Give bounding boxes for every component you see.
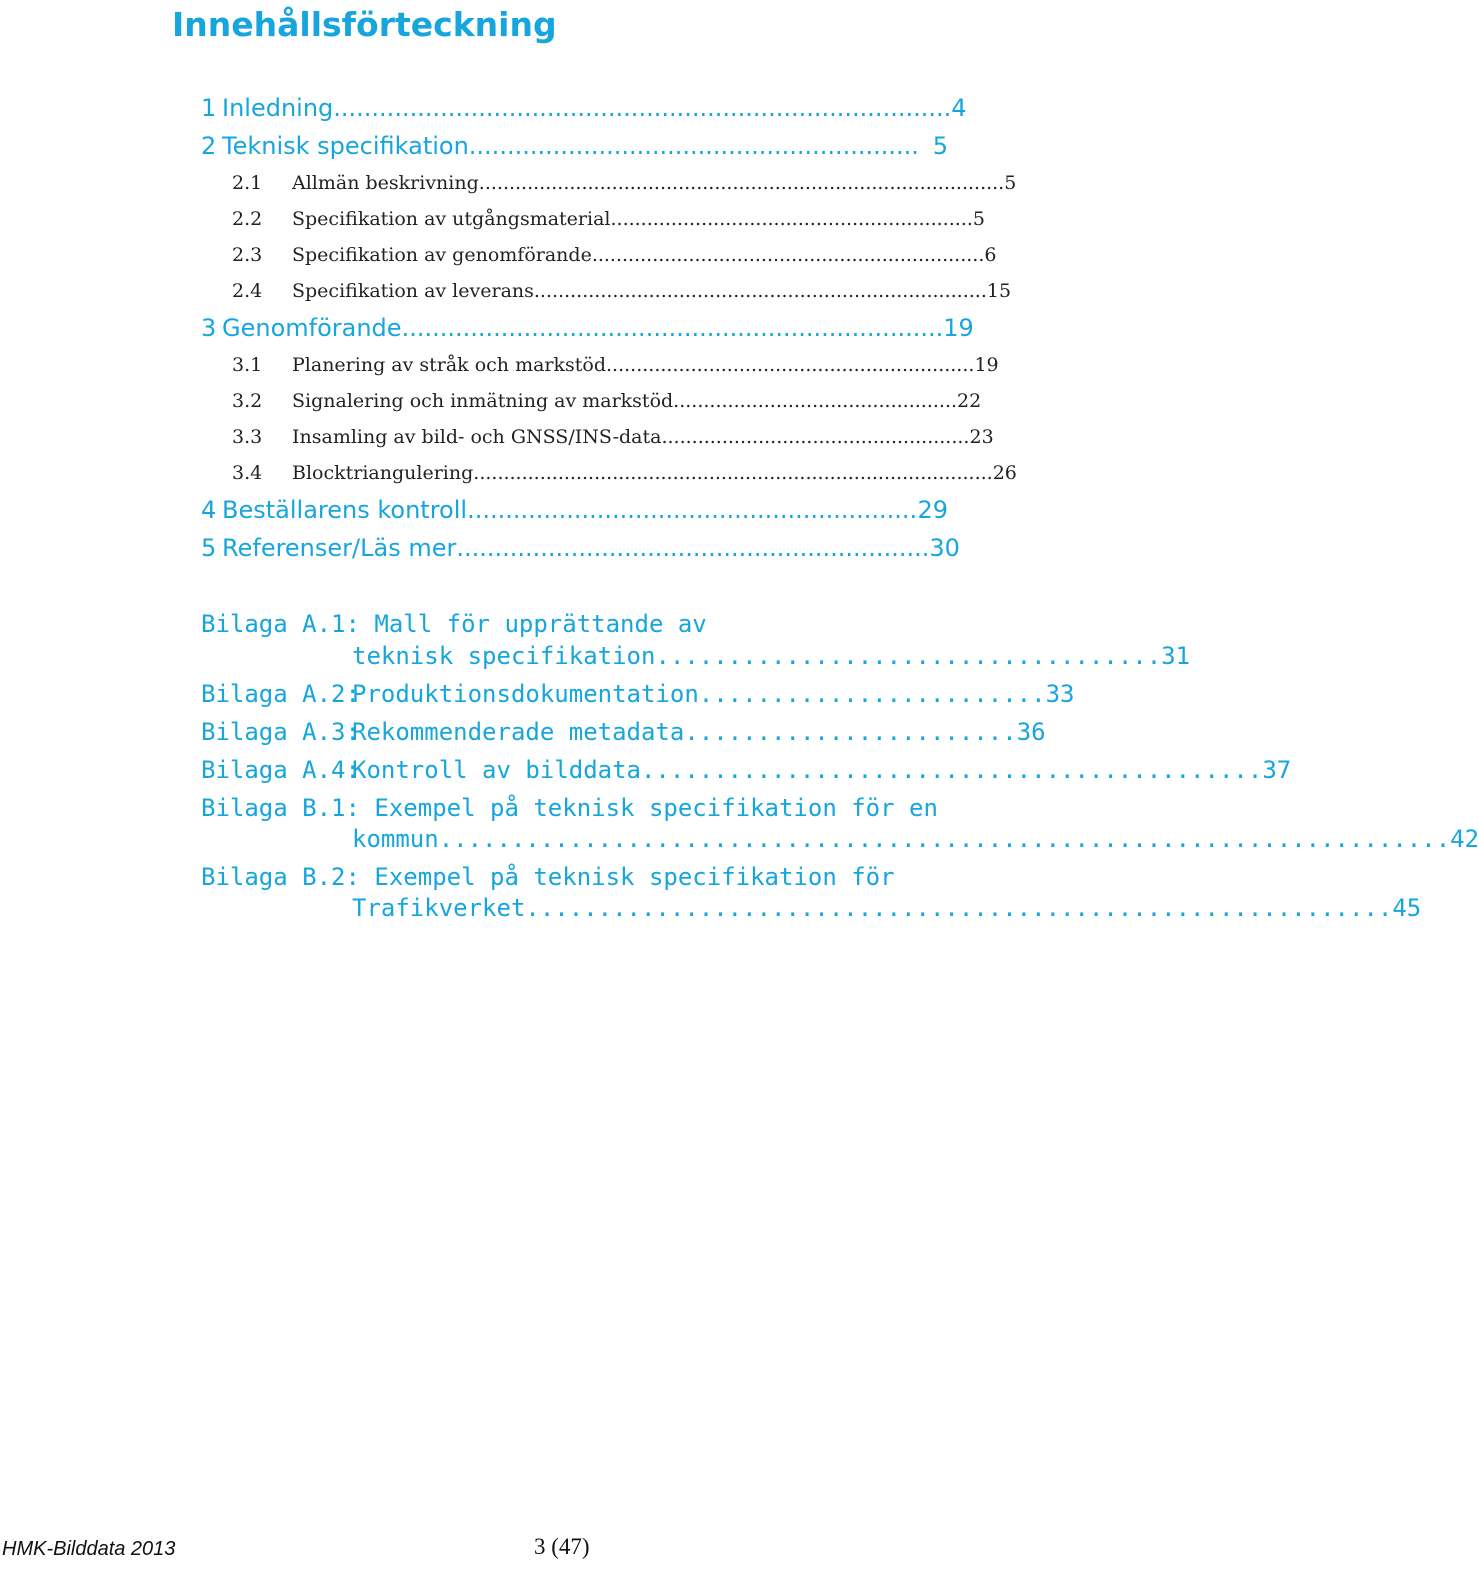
toc-entry-teknisk-specifikation[interactable]: [201, 132, 948, 166]
toc-label: Specifikation av genomförande: [292, 244, 592, 266]
toc-entry-inledning[interactable]: [201, 94, 967, 128]
toc-label: Genomförande: [222, 314, 402, 342]
toc-label: Insamling av bild- och GNSS/INS-data: [292, 426, 662, 448]
toc-page-number: 22: [957, 390, 982, 412]
toc-entry-2-3[interactable]: [232, 244, 997, 274]
toc-leader: ..............................................................: [456, 534, 930, 562]
toc-label: Blocktriangulering: [292, 462, 474, 484]
toc-number: 5: [201, 534, 217, 562]
toc-label: Mall för upprättande av: [374, 610, 707, 638]
toc-entry-2-1[interactable]: [232, 172, 1017, 202]
toc-leader: ...........................................: [640, 756, 1263, 784]
toc-leader: .......................................................................: [401, 314, 944, 342]
toc-entry-genomforande[interactable]: [201, 314, 974, 348]
toc-leader: ...........................................................: [468, 132, 919, 160]
toc-page-number: 36: [1016, 718, 1046, 746]
toc-number: 3: [201, 314, 217, 342]
toc-number: 3.3: [232, 426, 263, 448]
toc-label: Exempel på teknisk specifikation för en: [374, 794, 938, 822]
toc-page-number: 42: [1450, 825, 1479, 853]
toc-page-number: 5: [1004, 172, 1017, 194]
toc-entry-referenser[interactable]: [201, 534, 960, 568]
toc-number: Bilaga B.1:: [201, 794, 360, 822]
toc-page-number: 19: [943, 314, 974, 342]
toc-page-number: 19: [974, 354, 999, 376]
toc-number: Bilaga A.4:: [201, 756, 360, 784]
toc-appendix-a2[interactable]: [201, 680, 1075, 714]
toc-page-number: 30: [929, 534, 960, 562]
toc-number: 3.4: [232, 462, 263, 484]
toc-label: Signalering och inmätning av markstöd: [292, 390, 674, 412]
toc-page-number: 45: [1392, 894, 1422, 922]
toc-label: teknisk specifikation: [352, 642, 656, 670]
toc-leader: ...................................: [655, 642, 1162, 670]
toc-label: Kontroll av bilddata: [352, 756, 641, 784]
toc-leader: ...............................................: [673, 390, 958, 412]
toc-entry-3-3[interactable]: [232, 426, 994, 456]
toc-appendix-b1-line1[interactable]: [201, 794, 938, 822]
footer-page-number: 3 (47): [534, 1534, 590, 1559]
toc-page-number: 33: [1045, 680, 1075, 708]
toc-number: 2: [201, 132, 217, 160]
toc-number: 2.2: [232, 208, 263, 230]
toc-entry-2-2[interactable]: [232, 208, 985, 238]
toc-number: 3.1: [232, 354, 263, 376]
toc-label: Produktionsdokumentation: [352, 680, 699, 708]
toc-page-number: 31: [1161, 642, 1191, 670]
toc-leader: ...........................................................................: [533, 280, 987, 302]
toc-entry-bestallarens-kontroll[interactable]: [201, 496, 948, 530]
toc-entry-3-1[interactable]: [232, 354, 999, 384]
toc-page-number: 29: [917, 496, 948, 524]
toc-leader: ............................................................: [525, 894, 1393, 922]
toc-entry-3-4[interactable]: [232, 462, 1017, 492]
toc-page-number: 15: [986, 280, 1012, 302]
toc-leader: ...................................................: [661, 426, 970, 448]
toc-number: Bilaga A.2:: [201, 680, 360, 708]
toc-appendix-b2[interactable]: [352, 894, 1422, 928]
toc-leader: .............................................................: [606, 354, 975, 376]
toc-number: 2.4: [232, 280, 263, 302]
toc-leader: .......................................................................................: [478, 172, 1005, 194]
toc-label: kommun: [352, 825, 439, 853]
toc-appendix-a3[interactable]: [201, 718, 1046, 752]
toc-label: Inledning: [222, 94, 334, 122]
toc-label: Teknisk specifikation: [222, 132, 469, 160]
toc-number: 4: [201, 496, 217, 524]
toc-appendix-a1-line1[interactable]: [201, 610, 707, 638]
toc-number: 1: [201, 94, 217, 122]
toc-entry-3-2[interactable]: [232, 390, 982, 420]
toc-number: 2.3: [232, 244, 263, 266]
footer-document-name: HMK-Bilddata 2013: [2, 1538, 176, 1560]
toc-appendix-a1[interactable]: [352, 642, 1191, 676]
toc-appendix-a4[interactable]: [201, 756, 1292, 790]
toc-leader: ...........................................................: [467, 496, 918, 524]
toc-number: 3.2: [232, 390, 263, 412]
toc-label: Referenser/Läs mer: [222, 534, 457, 562]
toc-page-number: 37: [1262, 756, 1292, 784]
toc-page-number: 5: [972, 208, 985, 230]
toc-appendix-b1[interactable]: [352, 825, 1479, 859]
toc-label: Specifikation av utgångsmaterial: [292, 208, 611, 230]
toc-label: Allmän beskrivning: [292, 172, 479, 194]
toc-label: Exempel på teknisk specifikation för: [374, 863, 895, 891]
toc-leader: .......................: [684, 718, 1017, 746]
toc-title: Innehållsförteckning: [172, 5, 557, 44]
toc-label: Rekommenderade metadata: [352, 718, 685, 746]
toc-number: Bilaga A.1:: [201, 610, 360, 638]
toc-appendix-b2-line1[interactable]: [201, 863, 895, 891]
toc-leader: ......................................................................................: [473, 462, 993, 484]
toc-leader: ............................................................: [610, 208, 973, 230]
toc-page-number: 4: [951, 94, 967, 122]
toc-label: Planering av stråk och markstöd: [292, 354, 607, 376]
toc-page-number: 5: [932, 132, 948, 160]
toc-label: Beställarens kontroll: [222, 496, 468, 524]
toc-entry-2-4[interactable]: [232, 280, 1012, 310]
toc-page-number: 23: [969, 426, 994, 448]
toc-number: 2.1: [232, 172, 263, 194]
toc-page-number: 26: [992, 462, 1017, 484]
toc-leader: .................................................................: [591, 244, 985, 266]
toc-page-number: 6: [984, 244, 997, 266]
toc-leader: ......................................................................: [438, 825, 1451, 853]
toc-label: Specifikation av leverans: [292, 280, 534, 302]
toc-number: Bilaga A.3:: [201, 718, 360, 746]
toc-label: Trafikverket: [352, 894, 526, 922]
toc-number: Bilaga B.2:: [201, 863, 360, 891]
toc-leader: .................................................................................: [333, 94, 952, 122]
toc-leader: ........................: [698, 680, 1046, 708]
